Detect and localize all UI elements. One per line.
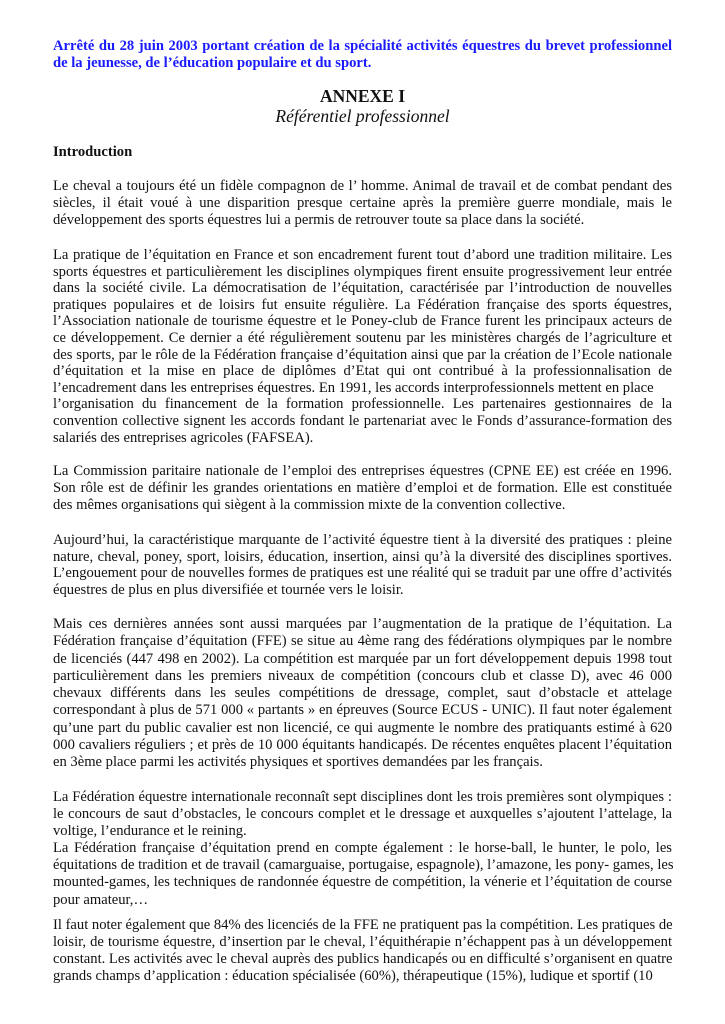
title-line: Arrêté du 28 juin 2003 portant création de la spécialité activités équestres du brevet professionnel — [53, 38, 672, 54]
paragraph-line: Son rôle est de définir les grandes orientations en matière d’emploi et de formation. Elle est constituée — [53, 480, 672, 496]
paragraph-line: grands champs d’application : éducation spécialisée (60%), thérapeutique (15%), ludique et sportif (10 — [53, 968, 653, 984]
paragraph-line: La pratique de l’équitation en France et son encadrement furent tout d’abord une tradition militaire. Les — [53, 247, 672, 263]
paragraph-line: Mais ces dernières années sont aussi marquées par l’augmentation de la pratique de l’équitation. La — [53, 616, 672, 632]
paragraph-line: siècles, il était voué à une disparition presque certaine après la première guerre mondiale, mais le — [53, 195, 672, 211]
annex-subtitle: Référentiel professionnel — [275, 106, 450, 126]
paragraph-line: convention collective signent les accords fondant le partenariat avec le Fonds d’assurance-formation des — [53, 412, 672, 429]
paragraph-line: constant. Les activités avec le cheval auprès des publics handicapés ou en difficulté s’organisent en quatre — [53, 951, 673, 967]
paragraph-line: d’équitation et la mise en place de diplômes d’Etat qui ont contribué à la professionnalisation de — [53, 363, 672, 380]
paragraph-line: particulièrement dans les premiers niveaux de compétition (concours club et classe D), avec 46 000 — [53, 667, 672, 684]
paragraph-line: 000 cavaliers réguliers ; et près de 10 000 équitants handicapés. De récentes enquêtes placent l’équitation — [53, 737, 672, 754]
paragraph-line: nature, cheval, poney, sport, loisirs, éducation, insertion, ainsi qu’à la diversité des disciplines sportives. — [53, 548, 672, 565]
paragraph-line: dans la société civile. La démocratisation de l’équitation, caractérisée par l’introduction de nouvelles — [53, 280, 672, 297]
paragraph — [53, 616, 672, 772]
paragraph-line: de licenciés (447 498 en 2002). La compétition est marquée par un fort développement depuis 1998 tout — [53, 650, 672, 667]
paragraph — [53, 463, 672, 514]
paragraph-line: voltige, l’endurance et le reining. — [53, 823, 247, 840]
paragraph — [53, 789, 672, 909]
paragraph-line: pratiques populaires et de loisirs fut ensuite régulière. La Fédération française des sports équestres, — [53, 296, 672, 313]
paragraph-line: mounted-games, les techniques de randonnée équestre de compétition, la vénerie et l’équitation de course — [53, 874, 672, 891]
paragraph-line: pour amateur,… — [53, 891, 149, 908]
paragraph-line: Le cheval a toujours été un fidèle compagnon de l’ homme. Animal de travail et de combat pendant des — [53, 178, 672, 194]
paragraph — [53, 247, 672, 446]
title-line: de la jeunesse, de l’éducation populaire et du sport. — [53, 55, 372, 71]
paragraph-line: équitations de tradition et de travail (camarguaise, portugaise, espagnole), l’amazone, les pony- games, les — [53, 857, 674, 874]
paragraph-line: chevaux différents dans les seules compétitions de dressage, complet, saut d’obstacle et attelage — [53, 685, 672, 702]
paragraph-line: l’Association nationale de tourisme équestre et le Poney-club de France furent les principaux acteurs de — [53, 313, 672, 330]
paragraph-line: Aujourd’hui, la caractéristique marquante de l’activité équestre tient à la diversité des pratiques : pleine — [53, 532, 672, 548]
paragraph-line: La Fédération française d’équitation prend en compte également : le horse-ball, le hunter, le polo, les — [53, 840, 672, 857]
annex-title: ANNEXE I — [319, 86, 406, 106]
paragraph-line: Fédération française d’équitation (FFE) se situe au 4ème rang des fédérations olympiques par le nombre — [53, 633, 672, 650]
paragraph-line: salariés des entreprises agricoles (FAFSEA). — [53, 429, 314, 446]
paragraph-line: l’organisation du financement de la formation professionnelle. Les partenaires gestionnaires de la — [53, 396, 672, 413]
paragraph-line: des mêmes organisations qui siègent à la commission mixte de la convention collective. — [53, 497, 566, 513]
paragraph-line: le concours de saut d’obstacles, le concours complet et le dressage et auxquelles s’ajoutent l’attelage, la — [53, 806, 672, 823]
paragraph — [53, 532, 672, 598]
paragraph-line: en 3ème place parmi les activités physiques et sportives demandées par les français. — [53, 754, 543, 771]
document-title — [53, 38, 672, 72]
paragraph-line: développement des sports équestres lui a permis de retrouver toute sa place dans la société. — [53, 212, 585, 228]
paragraph — [53, 178, 672, 229]
paragraph-line: correspondant à plus de 571 000 « partants » en épreuves (Source ECUS - UNIC). Il faut noter également — [53, 702, 672, 719]
paragraph-line: ce développement. Ce dernier a été régulièrement soutenu par les ministères chargés de l’agriculture et — [53, 329, 672, 346]
paragraph-line: loisir, de tourisme équestre, d’insertion par le cheval, l’équithérapie n’échappent pas à un développement — [53, 934, 672, 950]
section-heading: Introduction — [53, 144, 133, 160]
paragraph-line: Il faut noter également que 84% des licenciés de la FFE ne pratiquent pas la compétition. Les pratiques de — [53, 917, 673, 933]
paragraph-line: La Commission paritaire nationale de l’emploi des entreprises équestres (CPNE EE) est créée en 1996. — [53, 463, 672, 479]
paragraph-line: l’encadrement dans les entreprises équestres. En 1991, les accords interprofessionnels mettent en place — [53, 379, 654, 396]
paragraph-line: sports équestres et particulièrement les disciplines olympiques firent ensuite progressivement leur entrée — [53, 263, 672, 280]
paragraph-line: des sports, par le rôle de la Fédération française d’équitation ainsi que par la création de l’Ecole nationale — [53, 346, 672, 363]
paragraph — [53, 917, 672, 985]
paragraph-line: équestres de plus en plus diversifiée et tournée vers le loisir. — [53, 581, 404, 598]
paragraph-line: La Fédération équestre internationale reconnaît sept disciplines dont les trois premières sont olympiques : — [53, 789, 672, 805]
paragraph-line: L’engouement pour de nouvelles formes de pratiques est une réalité qui se traduit par une offre d’activités — [53, 565, 672, 582]
paragraph-line: qu’une part du public cavalier est non licencié, ce qui augmente le nombre des pratiquants estimé à 620 — [53, 719, 672, 736]
